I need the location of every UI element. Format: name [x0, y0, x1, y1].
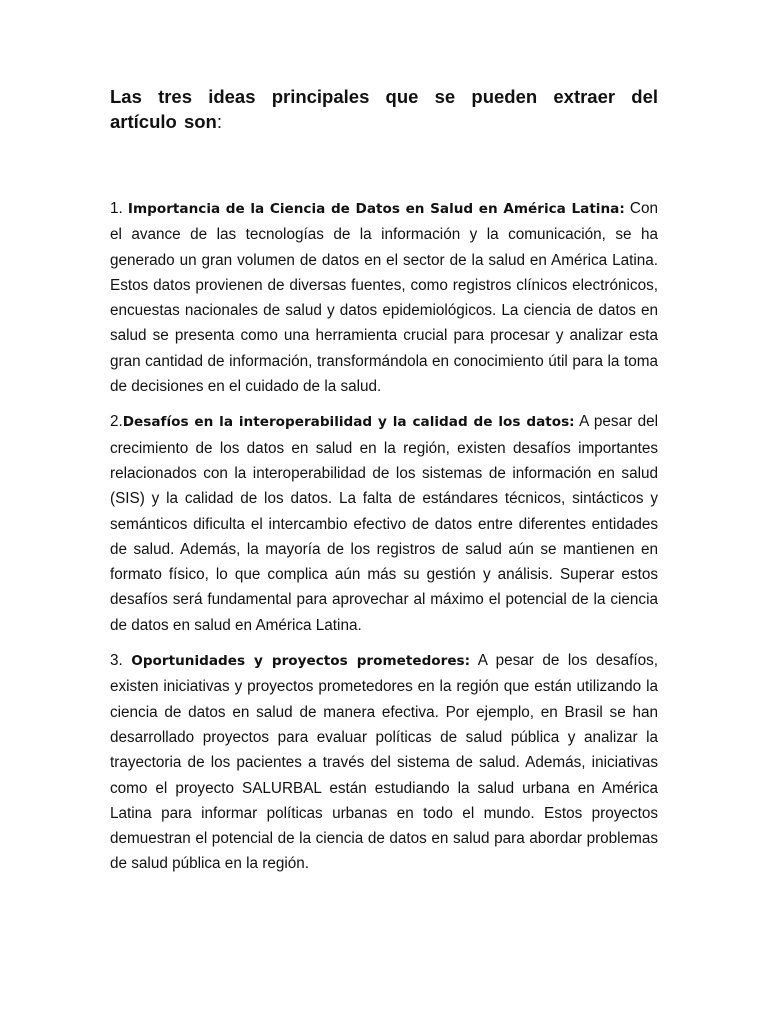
point-heading: Importancia de la Ciencia de Datos en Salud en América Latina: — [127, 201, 625, 217]
point-3 — [110, 648, 658, 877]
point-body: A pesar de los desafíos, existen iniciativas y proyectos prometedores en la región que están utilizando la ciencia de datos en salud de manera efectiva. Por ejemplo, en Brasil se han desarrollado proyectos para evaluar políticas de salud pública y analizar la trayectoria de los pacientes a través del sistema de salud. Además, iniciativas como el proyecto SALURBAL están estudiando la salud urbana en América Latina para informar políticas urbanas en todo el mundo. Estos proyectos demuestran el potencial de la ciencia de datos en salud para abordar problemas de salud pública en la región. — [110, 652, 658, 873]
main-points-list — [110, 196, 658, 877]
point-number: 1. — [110, 200, 128, 217]
point-2 — [110, 409, 658, 638]
document-title-text: Las tres ideas principales que se pueden extraer del artículo son — [110, 86, 658, 132]
point-number: 3. — [110, 652, 132, 670]
point-body: A pesar del crecimiento de los datos en salud en la región, existen desafíos importantes relacionados con la interoperabilidad de los sistemas de información en salud (SIS) y la calidad de los datos. La falta de estándares técnicos, sintácticos y semánticos dificulta el intercambio efectivo de datos entre diferentes entidades de salud. Además, la mayoría de los registros de salud aún se mantienen en formato físico, lo que complica aún más su gestión y análisis. Superar estos desafíos será fundamental para aprovechar al máximo el potencial de la ciencia de datos en salud en América Latina. — [110, 413, 658, 634]
document-page — [110, 84, 658, 887]
point-heading: Desafíos en la interoperabilidad y la calidad de los datos: — [122, 414, 575, 431]
point-heading: Oportunidades y proyectos prometedores: — [131, 653, 471, 670]
document-title-colon: : — [216, 111, 222, 132]
point-number: 2. — [110, 413, 123, 431]
point-body: Con el avance de las tecnologías de la información y la comunicación, se ha generado un gran volumen de datos en el sector de la salud en América Latina. Estos datos provienen de diversas fuentes, como registros clínicos electrónicos, encuestas nacionales de salud y datos epidemiológicos. La ciencia de datos en salud se presenta como una herramienta crucial para procesar y analizar esta gran cantidad de información, transformándola en conocimiento útil para la toma de decisiones en el cuidado de la salud. — [110, 200, 658, 396]
document-title — [110, 84, 658, 134]
point-1 — [110, 196, 658, 399]
